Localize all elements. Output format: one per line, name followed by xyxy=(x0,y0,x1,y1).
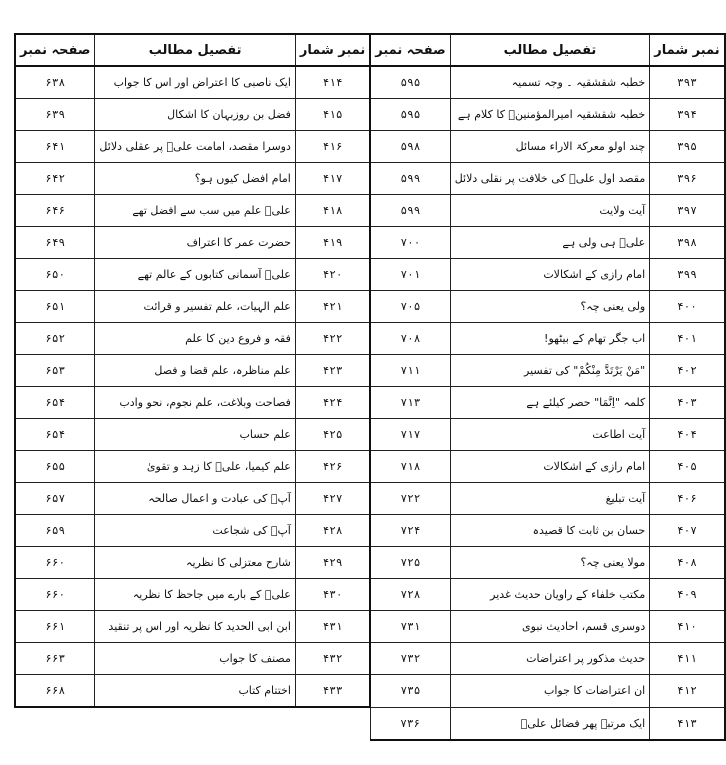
entry-title xyxy=(95,707,295,740)
entry-number: ۳۹۵ xyxy=(650,131,725,163)
entry-page: ۷۲۸ xyxy=(370,579,450,611)
entry-title: چند اولو معرکۃ الاراء مسائل xyxy=(450,131,650,163)
table-row xyxy=(15,451,725,483)
header-page-right: صفحہ نمبر xyxy=(370,34,450,66)
entry-title: خطبہ شقشقیہ امیرالمؤمنینؑ کا کلام ہے xyxy=(450,99,650,131)
table-row xyxy=(15,291,725,323)
entry-page: ۶۵۴ xyxy=(15,387,95,419)
entry-number: ۴۳۱ xyxy=(295,611,370,643)
entry-page: ۷۱۸ xyxy=(370,451,450,483)
entry-number: ۳۹۳ xyxy=(650,66,725,99)
entry-page xyxy=(15,707,95,740)
entry-number: ۴۰۵ xyxy=(650,451,725,483)
entry-page: ۷۱۷ xyxy=(370,419,450,451)
entry-page: ۶۴۲ xyxy=(15,163,95,195)
entry-title: مولا یعنی چہ؟ xyxy=(450,547,650,579)
entry-number: ۴۰۴ xyxy=(650,419,725,451)
entry-page: ۵۹۸ xyxy=(370,131,450,163)
entry-title: علیؑ آسمانی کتابوں کے عالم تھے xyxy=(95,259,295,291)
entry-number: ۴۱۸ xyxy=(295,195,370,227)
header-details-left: تفصیل مطالب xyxy=(95,34,295,66)
entry-number xyxy=(295,707,370,740)
entry-title: حسان بن ثابت کا قصیدہ xyxy=(450,515,650,547)
entry-page: ۶۵۱ xyxy=(15,291,95,323)
entry-title: آپؑ کی عبادت و اعمال صالحہ xyxy=(95,483,295,515)
entry-number: ۴۰۸ xyxy=(650,547,725,579)
table-row xyxy=(15,515,725,547)
entry-number: ۴۱۷ xyxy=(295,163,370,195)
entry-title: اختتام کتاب xyxy=(95,675,295,708)
header-page-left: صفحہ نمبر xyxy=(15,34,95,66)
entry-number: ۴۲۳ xyxy=(295,355,370,387)
entry-number: ۴۲۴ xyxy=(295,387,370,419)
table-row xyxy=(15,483,725,515)
entry-page: ۷۰۱ xyxy=(370,259,450,291)
entry-page: ۷۳۱ xyxy=(370,611,450,643)
entry-title: علم حساب xyxy=(95,419,295,451)
entry-number: ۴۰۱ xyxy=(650,323,725,355)
entry-page: ۶۴۹ xyxy=(15,227,95,259)
entry-page: ۵۹۵ xyxy=(370,66,450,99)
entry-page: ۵۹۹ xyxy=(370,163,450,195)
entry-page: ۶۵۹ xyxy=(15,515,95,547)
entry-title: اب جگر تھام کے بیٹھو! xyxy=(450,323,650,355)
entry-title: ان اعتراضات کا جواب xyxy=(450,675,650,708)
entry-page: ۶۶۸ xyxy=(15,675,95,708)
table-row xyxy=(15,675,725,708)
entry-title: آیت تبلیغ xyxy=(450,483,650,515)
entry-number: ۴۲۸ xyxy=(295,515,370,547)
entry-title: آپؑ کی شجاعت xyxy=(95,515,295,547)
entry-page: ۶۵۳ xyxy=(15,355,95,387)
table-row xyxy=(15,643,725,675)
entry-number: ۴۲۶ xyxy=(295,451,370,483)
entry-title: علیؑ ہی ولی ہے xyxy=(450,227,650,259)
table-row xyxy=(15,547,725,579)
entry-title: دوسرا مقصد، امامت علیؑ پر عقلی دلائل xyxy=(95,131,295,163)
entry-number: ۳۹۸ xyxy=(650,227,725,259)
entry-title: علیؑ کے بارے میں جاحظ کا نظریہ xyxy=(95,579,295,611)
entry-page: ۶۳۸ xyxy=(15,66,95,99)
entry-title: علم کیمیا، علیؑ کا زہد و تقویٰ xyxy=(95,451,295,483)
table-row xyxy=(15,195,725,227)
entry-page: ۵۹۵ xyxy=(370,99,450,131)
entry-page: ۷۳۶ xyxy=(370,707,450,740)
entry-title: امام رازی کے اشکالات xyxy=(450,451,650,483)
entry-title: آیت ولایت xyxy=(450,195,650,227)
entry-number: ۴۳۰ xyxy=(295,579,370,611)
table-row xyxy=(15,66,725,99)
entry-page: ۵۹۹ xyxy=(370,195,450,227)
entry-title: ایک مرتبہ پھر فضائل علیؑ xyxy=(450,707,650,740)
entry-number: ۴۱۲ xyxy=(650,675,725,708)
entry-title: امام افضل کیوں ہو؟ xyxy=(95,163,295,195)
entry-title: "مَنْ يَرْتَدَّ مِنْكُمْ" کی تفسیر xyxy=(450,355,650,387)
entry-title: فقہ و فروع دین کا علم xyxy=(95,323,295,355)
entry-title: دوسری قسم، احادیث نبوی xyxy=(450,611,650,643)
entry-page: ۶۵۵ xyxy=(15,451,95,483)
entry-number: ۴۲۱ xyxy=(295,291,370,323)
contents-table xyxy=(14,33,726,741)
entry-title: حضرت عمر کا اعتراف xyxy=(95,227,295,259)
entry-page: ۷۰۵ xyxy=(370,291,450,323)
entry-page: ۷۲۴ xyxy=(370,515,450,547)
table-row xyxy=(15,131,725,163)
entry-page: ۷۱۱ xyxy=(370,355,450,387)
entry-number: ۴۰۶ xyxy=(650,483,725,515)
entry-page: ۶۶۱ xyxy=(15,611,95,643)
header-row xyxy=(15,34,725,66)
entry-number: ۴۱۹ xyxy=(295,227,370,259)
entry-number: ۴۰۰ xyxy=(650,291,725,323)
entry-title: حدیث مذکور پر اعتراضات xyxy=(450,643,650,675)
entry-title: آیت اطاعت xyxy=(450,419,650,451)
entry-title: علم الہیات، علم تفسیر و قرائت xyxy=(95,291,295,323)
entry-page: ۶۵۰ xyxy=(15,259,95,291)
entry-number: ۴۱۰ xyxy=(650,611,725,643)
entry-page: ۶۳۹ xyxy=(15,99,95,131)
header-details-right: تفصیل مطالب xyxy=(450,34,650,66)
entry-number: ۴۱۴ xyxy=(295,66,370,99)
entry-page: ۶۴۶ xyxy=(15,195,95,227)
entry-title: مقصد اول علیؑ کی خلافت پر نقلی دلائل xyxy=(450,163,650,195)
header-number-right: نمبر شمار xyxy=(650,34,725,66)
entry-page: ۷۳۵ xyxy=(370,675,450,708)
entry-number: ۴۱۱ xyxy=(650,643,725,675)
entry-number: ۴۰۲ xyxy=(650,355,725,387)
table-row xyxy=(15,163,725,195)
entry-page: ۶۶۰ xyxy=(15,547,95,579)
entry-page: ۷۰۸ xyxy=(370,323,450,355)
entry-number: ۳۹۶ xyxy=(650,163,725,195)
entry-number: ۴۰۹ xyxy=(650,579,725,611)
entry-page: ۶۵۷ xyxy=(15,483,95,515)
entry-page: ۶۶۳ xyxy=(15,643,95,675)
entry-title: فصاحت وبلاغت، علم نجوم، نحو وادب xyxy=(95,387,295,419)
table-row xyxy=(15,355,725,387)
table-row xyxy=(15,323,725,355)
entry-page: ۶۵۴ xyxy=(15,419,95,451)
entry-title: ایک ناصبی کا اعتراض اور اس کا جواب xyxy=(95,66,295,99)
entry-page: ۷۲۵ xyxy=(370,547,450,579)
entry-title: شارح معتزلی کا نظریہ xyxy=(95,547,295,579)
entry-number: ۳۹۹ xyxy=(650,259,725,291)
table-row xyxy=(15,387,725,419)
table-row xyxy=(15,579,725,611)
entry-page: ۷۳۲ xyxy=(370,643,450,675)
entry-number: ۴۰۳ xyxy=(650,387,725,419)
entry-title: فضل بن روزبہان کا اشکال xyxy=(95,99,295,131)
entry-title: مکتب خلفاء کے راویان حدیث غدیر xyxy=(450,579,650,611)
entry-page: ۶۶۰ xyxy=(15,579,95,611)
entry-number: ۴۲۰ xyxy=(295,259,370,291)
entry-title: امام رازی کے اشکالات xyxy=(450,259,650,291)
entry-title: علیؑ علم میں سب سے افضل تھے xyxy=(95,195,295,227)
entry-title: مصنف کا جواب xyxy=(95,643,295,675)
entry-page: ۷۲۲ xyxy=(370,483,450,515)
entry-number: ۳۹۷ xyxy=(650,195,725,227)
entry-title: ولی یعنی چہ؟ xyxy=(450,291,650,323)
entry-page: ۷۱۳ xyxy=(370,387,450,419)
table-row xyxy=(15,227,725,259)
entry-title: خطبہ شقشقیہ ۔ وجہ تسمیہ xyxy=(450,66,650,99)
entry-title: کلمہ "اِنَّمَا" حصر کیلئے ہے xyxy=(450,387,650,419)
entry-number: ۳۹۴ xyxy=(650,99,725,131)
entry-number: ۴۱۵ xyxy=(295,99,370,131)
entry-number: ۴۳۲ xyxy=(295,643,370,675)
entry-page: ۶۵۲ xyxy=(15,323,95,355)
entry-title: ابن ابی الحدید کا نظریہ اور اس پر تنقید xyxy=(95,611,295,643)
table-row xyxy=(15,707,725,740)
entry-number: ۴۰۷ xyxy=(650,515,725,547)
table-row xyxy=(15,259,725,291)
entry-number: ۴۲۹ xyxy=(295,547,370,579)
entry-number: ۴۲۷ xyxy=(295,483,370,515)
entry-page: ۷۰۰ xyxy=(370,227,450,259)
header-number-left: نمبر شمار xyxy=(295,34,370,66)
entry-number: ۴۱۶ xyxy=(295,131,370,163)
table-row xyxy=(15,419,725,451)
entry-number: ۴۳۳ xyxy=(295,675,370,708)
table-row xyxy=(15,99,725,131)
table-row xyxy=(15,611,725,643)
entry-number: ۴۲۲ xyxy=(295,323,370,355)
entry-title: علم مناظرہ، علم قضا و فصل xyxy=(95,355,295,387)
entry-number: ۴۱۳ xyxy=(650,707,725,740)
entry-number: ۴۲۵ xyxy=(295,419,370,451)
entry-page: ۶۴۱ xyxy=(15,131,95,163)
